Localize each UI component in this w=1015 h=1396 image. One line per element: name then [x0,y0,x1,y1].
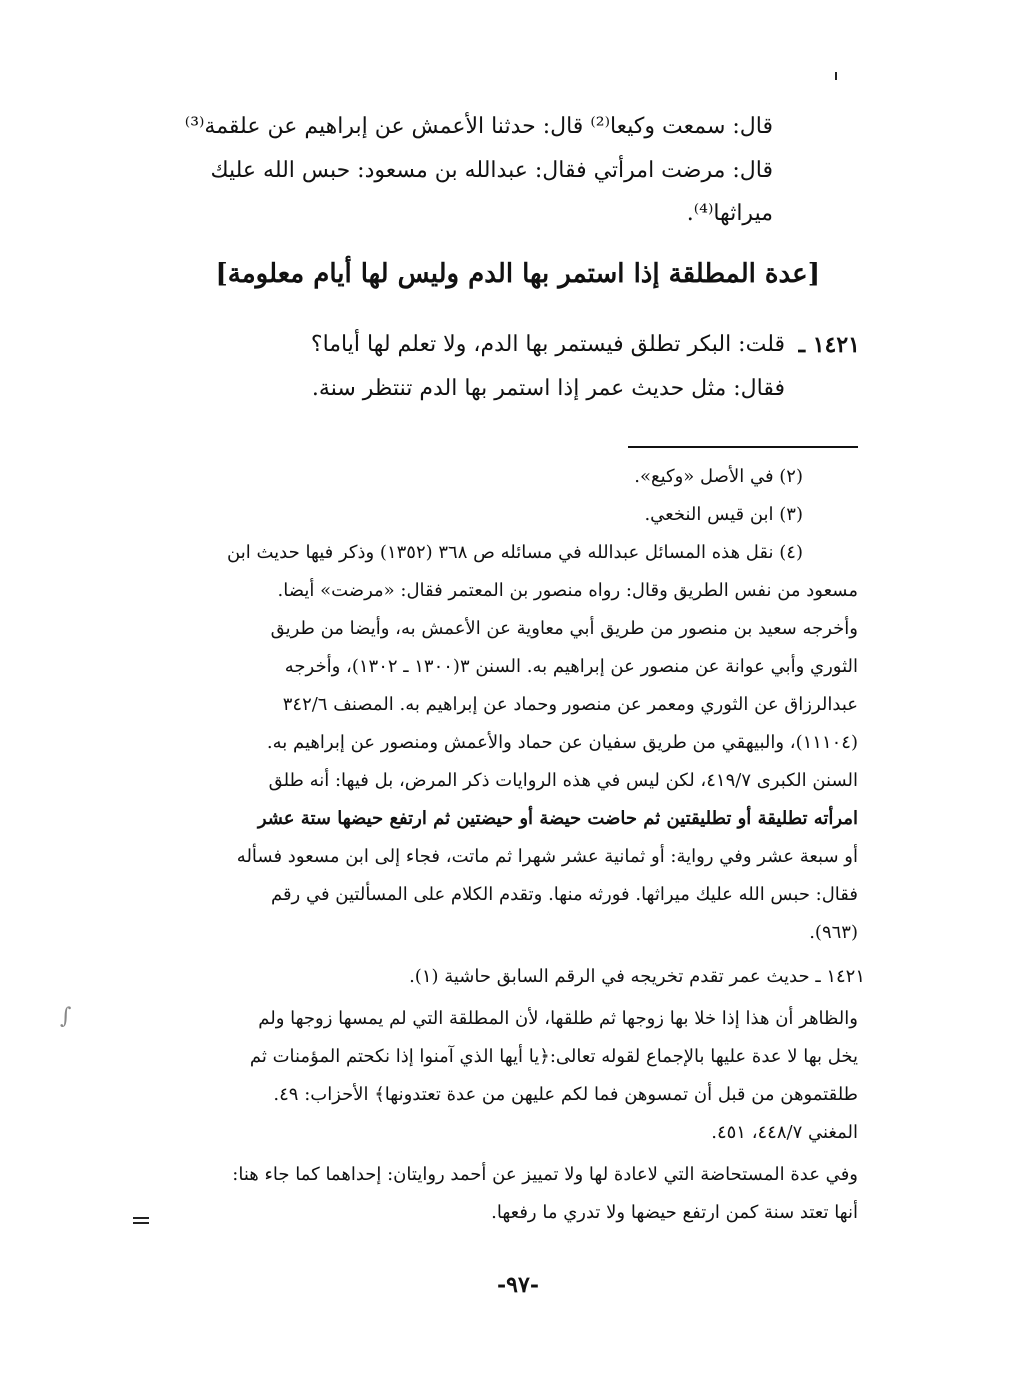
footnote-4-line: (٩٦٣). [809,922,858,943]
footnote-4-line: (١١١٠٤)، والبيهقي من طريق سفيان عن حماد والأعمش ومنصور عن إبراهيم به. [266,732,858,753]
margin-mark [133,1222,149,1224]
footnote-1421-line: طلقتموهن من قبل أن تمسوهن فما لكم عليهن من عدة تعتدونها﴾ الأحزاب: ٤٩. [273,1084,858,1105]
footnote-4-line: وأخرجه سعيد بن منصور من طريق أبي معاوية عن الأعمش به، وأيضا من طريق [270,618,858,639]
footnote-1421-line: والظاهر أن هذا إذا خلا بها زوجها ثم طلقها، لأن المطلقة التي لم يمسها زوجها ولم [258,1008,858,1029]
main-text-line-2: قال: مرضت امرأتي فقال: عبدالله بن مسعود: حبس الله عليك [210,158,773,183]
footnote-1421-line: وفي عدة المستحاضة التي لاعادة لها ولا تمييز عن أحمد روايتان: إحداهما كما جاء هنا: [232,1164,858,1185]
main-text-line-3: ميراثها⁽⁴⁾. [686,201,773,226]
footnote-4-line: فقال: حبس الله عليك ميراثها. فورثه منها. وتقدم الكلام على المسألتين في رقم [270,884,858,905]
footnote-1421-line: المغني ٤٤٨/٧، ٤٥١. [711,1122,858,1143]
question-line-2: فقال: مثل حديث عمر إذا استمر بها الدم تنتظر سنة. [311,376,785,401]
page-number: -٩٧- [497,1272,539,1298]
margin-squiggle: ∫ [60,1004,72,1029]
footnote-4-line: مسعود من نفس الطريق وقال: رواه منصور بن المعتمر فقال: «مرضت» أيضا. [277,580,858,601]
main-text-line-1: قال: سمعت وكيعا⁽²⁾ قال: حدثنا الأعمش عن إبراهيم عن علقمة⁽³⁾ [184,114,773,139]
footnote-4-line: الثوري وأبي عوانة عن منصور عن إبراهيم به. السنن ٣(١٣٠٠ ـ ١٣٠٢)، وأخرجه [284,656,858,677]
footnote-3: (٣) ابن قيس النخعي. [644,504,803,525]
question-line-1: قلت: البكر تطلق فيستمر بها الدم، ولا تعلم لها أياما؟ [310,332,785,357]
footnote-4-line: أو سبعة عشر وفي رواية: أو ثمانية عشر شهرا ثم ماتت، فجاء إلى ابن مسعود فسأله [236,846,858,867]
margin-mark [133,1217,149,1219]
footnote-1421-line: ١٤٢١ ـ حديث عمر تقدم تخريجه في الرقم السابق حاشية (١). [409,966,865,987]
footnote-4-line: امرأته تطليقة أو تطليقتين ثم حاضت حيضة أو حيضتين ثم ارتفع حيضها ستة عشر [257,808,858,829]
footnote-1421-line: أنها تعتد سنة كمن ارتفع حيضها ولا تدري ما رفعها. [491,1202,858,1223]
footnote-1421-line: يخل بها لا عدة عليها بالإجماع لقوله تعالى:﴿يا أيها الذي آمنوا إذا نكحتم المؤمنات ثم [249,1046,858,1067]
footnote-separator [628,446,858,448]
margin-tick [835,72,837,80]
footnote-4-line: عبدالرزاق عن الثوري ومعمر عن منصور وحماد عن إبراهيم به. المصنف ٣٤٢/٦ [282,694,858,715]
section-heading: [عدة المطلقة إذا استمر بها الدم وليس لها أيام معلومة] [215,259,820,289]
footnote-2: (٢) في الأصل «وكيع». [634,466,803,487]
footnote-4-line: (٤) نقل هذه المسائل عبدالله في مسائله ص ٣٦٨ (١٣٥٢) وذكر فيها حديث ابن [227,542,803,563]
footnote-4-line: السنن الكبرى ٤١٩/٧، لكن ليس في هذه الروايات ذكر المرض، بل فيها: أنه طلق [268,770,858,791]
question-number: ١٤٢١ ـ [798,332,860,358]
